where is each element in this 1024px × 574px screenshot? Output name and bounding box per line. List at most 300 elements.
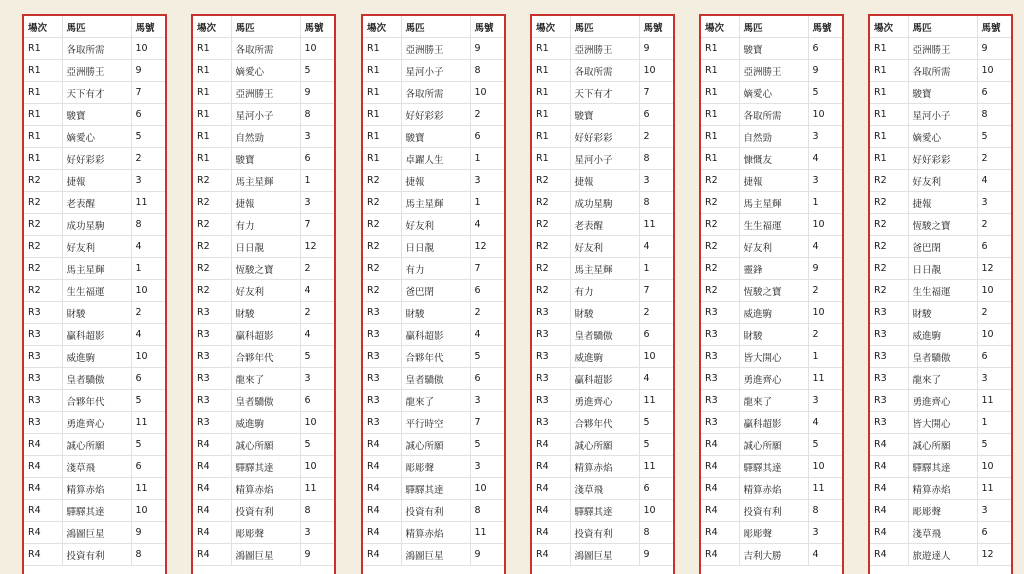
horse-cell: 精算赤焰 xyxy=(908,478,977,500)
header-row xyxy=(870,16,1013,38)
horse-cell: 天下有才 xyxy=(62,82,131,104)
horse-cell: 好友利 xyxy=(739,236,808,258)
horse-cell: 驛驛其達 xyxy=(908,456,977,478)
table-row xyxy=(870,346,1013,368)
number-cell: 10 xyxy=(808,302,844,324)
race-table-panel-3 xyxy=(361,14,506,574)
table-row xyxy=(532,258,675,280)
table-row xyxy=(532,60,675,82)
number-cell: 8 xyxy=(808,500,844,522)
table-row xyxy=(193,192,336,214)
number-cell: 9 xyxy=(470,38,506,60)
number-cell: 1 xyxy=(639,258,675,280)
number-cell: 11 xyxy=(977,478,1013,500)
horse-cell: 老表醒 xyxy=(62,192,131,214)
number-cell: 10 xyxy=(977,280,1013,302)
number-cell: 3 xyxy=(977,500,1013,522)
table-row xyxy=(24,478,167,500)
table-row xyxy=(532,236,675,258)
table-row xyxy=(701,148,844,170)
race-cell: R2 xyxy=(532,192,570,214)
number-cell: 5 xyxy=(470,346,506,368)
table-row xyxy=(870,522,1013,544)
horse-cell: 馬主星輝 xyxy=(401,192,470,214)
number-header: 馬號 xyxy=(470,16,506,38)
table-row xyxy=(532,280,675,302)
horse-cell: 靈鋒 xyxy=(739,258,808,280)
number-cell: 8 xyxy=(639,192,675,214)
race-cell: R1 xyxy=(363,104,401,126)
table-row xyxy=(363,390,506,412)
horse-cell: 精算赤焰 xyxy=(570,456,639,478)
race-cell: R1 xyxy=(870,82,908,104)
race-cell: R2 xyxy=(363,170,401,192)
table-row xyxy=(870,192,1013,214)
horse-cell: 捷報 xyxy=(739,170,808,192)
race-cell: R2 xyxy=(193,170,231,192)
horse-cell: 各取所需 xyxy=(908,60,977,82)
table-row xyxy=(870,38,1013,60)
horse-cell: 馬主星輝 xyxy=(570,258,639,280)
race-table xyxy=(701,16,844,566)
horse-cell: 皇者驕傲 xyxy=(401,368,470,390)
number-cell: 3 xyxy=(977,368,1013,390)
table-row xyxy=(193,236,336,258)
horse-cell: 威進駒 xyxy=(62,346,131,368)
race-cell: R2 xyxy=(701,236,739,258)
race-cell: R4 xyxy=(193,456,231,478)
race-cell: R1 xyxy=(193,38,231,60)
horse-cell: 駿寶 xyxy=(570,104,639,126)
number-cell: 3 xyxy=(300,126,336,148)
table-row xyxy=(870,258,1013,280)
number-cell: 10 xyxy=(808,214,844,236)
horse-cell: 旅遊達人 xyxy=(908,544,977,566)
number-cell: 6 xyxy=(808,38,844,60)
race-cell: R2 xyxy=(870,258,908,280)
race-cell: R4 xyxy=(532,434,570,456)
number-cell: 10 xyxy=(300,456,336,478)
number-cell: 10 xyxy=(808,456,844,478)
number-cell: 5 xyxy=(300,60,336,82)
number-cell: 4 xyxy=(977,170,1013,192)
horse-cell: 贏科超影 xyxy=(62,324,131,346)
horse-cell: 贏科超影 xyxy=(401,324,470,346)
number-header: 馬號 xyxy=(300,16,336,38)
horse-cell: 財駿 xyxy=(231,302,300,324)
number-cell: 2 xyxy=(300,258,336,280)
race-cell: R4 xyxy=(363,522,401,544)
horse-cell: 捷報 xyxy=(231,192,300,214)
number-cell: 4 xyxy=(470,214,506,236)
table-row xyxy=(532,456,675,478)
header-row xyxy=(24,16,167,38)
race-cell: R3 xyxy=(532,302,570,324)
race-cell: R3 xyxy=(870,412,908,434)
header-row xyxy=(193,16,336,38)
number-cell: 9 xyxy=(639,38,675,60)
horse-header: 馬匹 xyxy=(739,16,808,38)
horse-cell: 威進駒 xyxy=(231,412,300,434)
table-row xyxy=(532,544,675,566)
number-cell: 3 xyxy=(300,368,336,390)
number-cell: 8 xyxy=(977,104,1013,126)
horse-cell: 贏科超影 xyxy=(570,368,639,390)
horse-cell: 亞洲勝王 xyxy=(401,38,470,60)
race-cell: R1 xyxy=(532,38,570,60)
table-row xyxy=(870,126,1013,148)
horse-cell: 贏科超影 xyxy=(739,412,808,434)
race-cell: R4 xyxy=(363,500,401,522)
race-cell: R3 xyxy=(193,324,231,346)
number-cell: 7 xyxy=(131,82,167,104)
race-cell: R2 xyxy=(363,214,401,236)
table-row xyxy=(532,390,675,412)
table-row xyxy=(870,302,1013,324)
race-header: 場次 xyxy=(363,16,401,38)
horse-cell: 馬主星輝 xyxy=(62,258,131,280)
number-cell: 7 xyxy=(639,82,675,104)
table-row xyxy=(24,368,167,390)
race-cell: R2 xyxy=(532,214,570,236)
number-cell: 1 xyxy=(300,170,336,192)
horse-cell: 天下有才 xyxy=(570,82,639,104)
number-cell: 10 xyxy=(131,38,167,60)
horse-cell: 成功星駒 xyxy=(62,214,131,236)
horse-cell: 亞洲勝王 xyxy=(62,60,131,82)
race-cell: R1 xyxy=(24,104,62,126)
table-row xyxy=(193,104,336,126)
table-row xyxy=(193,412,336,434)
number-cell: 4 xyxy=(639,236,675,258)
race-cell: R3 xyxy=(363,412,401,434)
race-cell: R3 xyxy=(24,324,62,346)
table-row xyxy=(193,170,336,192)
race-table xyxy=(870,16,1013,566)
race-cell: R4 xyxy=(193,500,231,522)
horse-cell: 精算赤焰 xyxy=(739,478,808,500)
horse-header: 馬匹 xyxy=(570,16,639,38)
race-cell: R2 xyxy=(701,170,739,192)
horse-cell: 有力 xyxy=(570,280,639,302)
race-cell: R2 xyxy=(24,192,62,214)
number-cell: 11 xyxy=(977,390,1013,412)
race-table xyxy=(193,16,336,566)
table-row xyxy=(870,434,1013,456)
number-cell: 8 xyxy=(131,544,167,566)
number-header: 馬號 xyxy=(639,16,675,38)
table-row xyxy=(363,280,506,302)
table-row xyxy=(870,478,1013,500)
number-cell: 1 xyxy=(470,192,506,214)
table-row xyxy=(701,104,844,126)
race-cell: R4 xyxy=(24,478,62,500)
horse-cell: 駿寶 xyxy=(401,126,470,148)
horse-cell: 星河小子 xyxy=(401,60,470,82)
horse-cell: 誠心所願 xyxy=(739,434,808,456)
race-cell: R1 xyxy=(24,82,62,104)
table-row xyxy=(870,148,1013,170)
race-cell: R1 xyxy=(193,126,231,148)
number-cell: 7 xyxy=(470,258,506,280)
number-cell: 11 xyxy=(470,522,506,544)
table-row xyxy=(193,324,336,346)
table-row xyxy=(532,500,675,522)
table-row xyxy=(532,346,675,368)
table-row xyxy=(363,302,506,324)
horse-cell: 好友利 xyxy=(62,236,131,258)
table-row xyxy=(193,82,336,104)
number-cell: 1 xyxy=(470,148,506,170)
horse-cell: 投資有利 xyxy=(62,544,131,566)
horse-cell: 彫彫聲 xyxy=(739,522,808,544)
table-row xyxy=(870,170,1013,192)
race-cell: R4 xyxy=(193,434,231,456)
table-row xyxy=(532,82,675,104)
race-cell: R2 xyxy=(701,280,739,302)
horse-cell: 嫡愛心 xyxy=(908,126,977,148)
race-cell: R4 xyxy=(701,478,739,500)
race-cell: R2 xyxy=(363,280,401,302)
table-row xyxy=(363,478,506,500)
horse-cell: 好好彩彩 xyxy=(570,126,639,148)
race-cell: R2 xyxy=(193,214,231,236)
race-cell: R1 xyxy=(532,104,570,126)
table-row xyxy=(701,192,844,214)
table-row xyxy=(363,456,506,478)
horse-cell: 龍來了 xyxy=(231,368,300,390)
header-row xyxy=(701,16,844,38)
horse-cell: 勇進齊心 xyxy=(739,368,808,390)
table-row xyxy=(532,324,675,346)
race-cell: R3 xyxy=(701,368,739,390)
table-row xyxy=(870,104,1013,126)
race-cell: R4 xyxy=(870,434,908,456)
table-row xyxy=(870,390,1013,412)
race-cell: R3 xyxy=(193,302,231,324)
race-cell: R1 xyxy=(193,104,231,126)
race-cell: R1 xyxy=(532,148,570,170)
number-cell: 2 xyxy=(470,302,506,324)
table-row xyxy=(532,368,675,390)
table-row xyxy=(193,280,336,302)
race-cell: R4 xyxy=(701,544,739,566)
horse-cell: 淺草飛 xyxy=(62,456,131,478)
horse-cell: 精算赤焰 xyxy=(62,478,131,500)
table-row xyxy=(701,258,844,280)
horse-cell: 日日靚 xyxy=(231,236,300,258)
race-cell: R2 xyxy=(870,236,908,258)
number-cell: 5 xyxy=(300,434,336,456)
race-cell: R4 xyxy=(363,434,401,456)
number-cell: 3 xyxy=(808,126,844,148)
race-table xyxy=(532,16,675,566)
race-cell: R3 xyxy=(363,390,401,412)
table-row xyxy=(701,522,844,544)
number-cell: 1 xyxy=(131,258,167,280)
table-row xyxy=(701,214,844,236)
number-cell: 12 xyxy=(977,544,1013,566)
table-row xyxy=(870,500,1013,522)
number-cell: 4 xyxy=(300,324,336,346)
table-row xyxy=(532,478,675,500)
number-cell: 4 xyxy=(639,368,675,390)
horse-cell: 生生福運 xyxy=(62,280,131,302)
table-row xyxy=(193,390,336,412)
number-cell: 11 xyxy=(131,192,167,214)
race-table-panel-6 xyxy=(868,14,1013,574)
number-cell: 5 xyxy=(470,434,506,456)
number-cell: 2 xyxy=(977,148,1013,170)
table-row xyxy=(24,324,167,346)
table-row xyxy=(193,346,336,368)
horse-cell: 驛驛其達 xyxy=(231,456,300,478)
horse-cell: 駿寶 xyxy=(908,82,977,104)
race-cell: R1 xyxy=(870,148,908,170)
number-cell: 9 xyxy=(808,258,844,280)
table-row xyxy=(532,412,675,434)
horse-cell: 捷報 xyxy=(570,170,639,192)
number-cell: 5 xyxy=(131,434,167,456)
horse-cell: 彫彫聲 xyxy=(908,500,977,522)
race-cell: R3 xyxy=(532,412,570,434)
number-cell: 10 xyxy=(300,412,336,434)
number-cell: 4 xyxy=(808,148,844,170)
table-row xyxy=(870,544,1013,566)
number-cell: 10 xyxy=(977,60,1013,82)
horse-cell: 合夥年代 xyxy=(401,346,470,368)
table-row xyxy=(870,324,1013,346)
number-cell: 6 xyxy=(470,126,506,148)
race-cell: R1 xyxy=(532,82,570,104)
table-row xyxy=(24,170,167,192)
race-cell: R4 xyxy=(532,544,570,566)
table-row xyxy=(363,148,506,170)
horse-cell: 勇進齊心 xyxy=(62,412,131,434)
table-row xyxy=(193,302,336,324)
horse-cell: 嫡愛心 xyxy=(62,126,131,148)
race-cell: R1 xyxy=(701,148,739,170)
table-row xyxy=(363,368,506,390)
horse-cell: 彫彫聲 xyxy=(231,522,300,544)
number-cell: 11 xyxy=(808,478,844,500)
number-cell: 3 xyxy=(808,390,844,412)
table-row xyxy=(193,214,336,236)
horse-cell: 投資有利 xyxy=(739,500,808,522)
number-cell: 11 xyxy=(639,390,675,412)
table-row xyxy=(701,456,844,478)
race-cell: R4 xyxy=(24,434,62,456)
race-cell: R2 xyxy=(532,258,570,280)
number-cell: 12 xyxy=(977,258,1013,280)
race-cell: R3 xyxy=(24,412,62,434)
table-row xyxy=(532,302,675,324)
race-cell: R3 xyxy=(193,390,231,412)
horse-cell: 各取所需 xyxy=(570,60,639,82)
table-row xyxy=(24,544,167,566)
number-cell: 11 xyxy=(131,478,167,500)
number-cell: 2 xyxy=(977,302,1013,324)
race-cell: R4 xyxy=(870,500,908,522)
horse-cell: 皆大開心 xyxy=(739,346,808,368)
horse-cell: 皇者驕傲 xyxy=(62,368,131,390)
race-cell: R3 xyxy=(701,390,739,412)
table-row xyxy=(363,192,506,214)
race-cell: R4 xyxy=(24,544,62,566)
race-cell: R3 xyxy=(24,390,62,412)
table-row xyxy=(24,258,167,280)
horse-cell: 馬主星輝 xyxy=(739,192,808,214)
table-row xyxy=(24,214,167,236)
table-row xyxy=(24,302,167,324)
horse-cell: 日日靚 xyxy=(401,236,470,258)
number-cell: 6 xyxy=(639,104,675,126)
horse-cell: 合夥年代 xyxy=(62,390,131,412)
table-row xyxy=(193,38,336,60)
race-cell: R2 xyxy=(193,280,231,302)
horse-cell: 有力 xyxy=(401,258,470,280)
number-cell: 10 xyxy=(639,60,675,82)
race-cell: R2 xyxy=(193,236,231,258)
number-cell: 11 xyxy=(131,412,167,434)
race-cell: R1 xyxy=(363,60,401,82)
table-row xyxy=(532,38,675,60)
table-row xyxy=(24,500,167,522)
race-cell: R4 xyxy=(532,500,570,522)
table-row xyxy=(870,280,1013,302)
table-row xyxy=(24,126,167,148)
table-row xyxy=(363,82,506,104)
table-row xyxy=(24,390,167,412)
race-cell: R3 xyxy=(532,368,570,390)
horse-cell: 威進駒 xyxy=(739,302,808,324)
horse-cell: 日日靚 xyxy=(908,258,977,280)
horse-cell: 好友利 xyxy=(401,214,470,236)
number-cell: 8 xyxy=(470,60,506,82)
horse-cell: 誠心所願 xyxy=(231,434,300,456)
race-cell: R4 xyxy=(532,456,570,478)
number-cell: 5 xyxy=(639,412,675,434)
horse-cell: 捷報 xyxy=(62,170,131,192)
number-cell: 2 xyxy=(470,104,506,126)
race-table-panel-2 xyxy=(191,14,336,574)
race-cell: R1 xyxy=(193,82,231,104)
race-cell: R1 xyxy=(193,148,231,170)
number-cell: 4 xyxy=(131,236,167,258)
number-cell: 12 xyxy=(300,236,336,258)
table-row xyxy=(701,38,844,60)
table-row xyxy=(363,544,506,566)
number-cell: 5 xyxy=(808,434,844,456)
number-cell: 2 xyxy=(977,214,1013,236)
table-row xyxy=(193,60,336,82)
number-cell: 9 xyxy=(300,544,336,566)
table-row xyxy=(701,170,844,192)
number-cell: 9 xyxy=(977,38,1013,60)
race-cell: R2 xyxy=(24,214,62,236)
number-cell: 8 xyxy=(131,214,167,236)
race-cell: R3 xyxy=(193,346,231,368)
table-row xyxy=(532,148,675,170)
horse-cell: 駿寶 xyxy=(62,104,131,126)
race-cell: R3 xyxy=(870,390,908,412)
race-cell: R2 xyxy=(24,236,62,258)
number-cell: 2 xyxy=(131,148,167,170)
race-cell: R3 xyxy=(870,302,908,324)
number-cell: 10 xyxy=(470,82,506,104)
race-cell: R1 xyxy=(532,126,570,148)
race-cell: R2 xyxy=(24,280,62,302)
